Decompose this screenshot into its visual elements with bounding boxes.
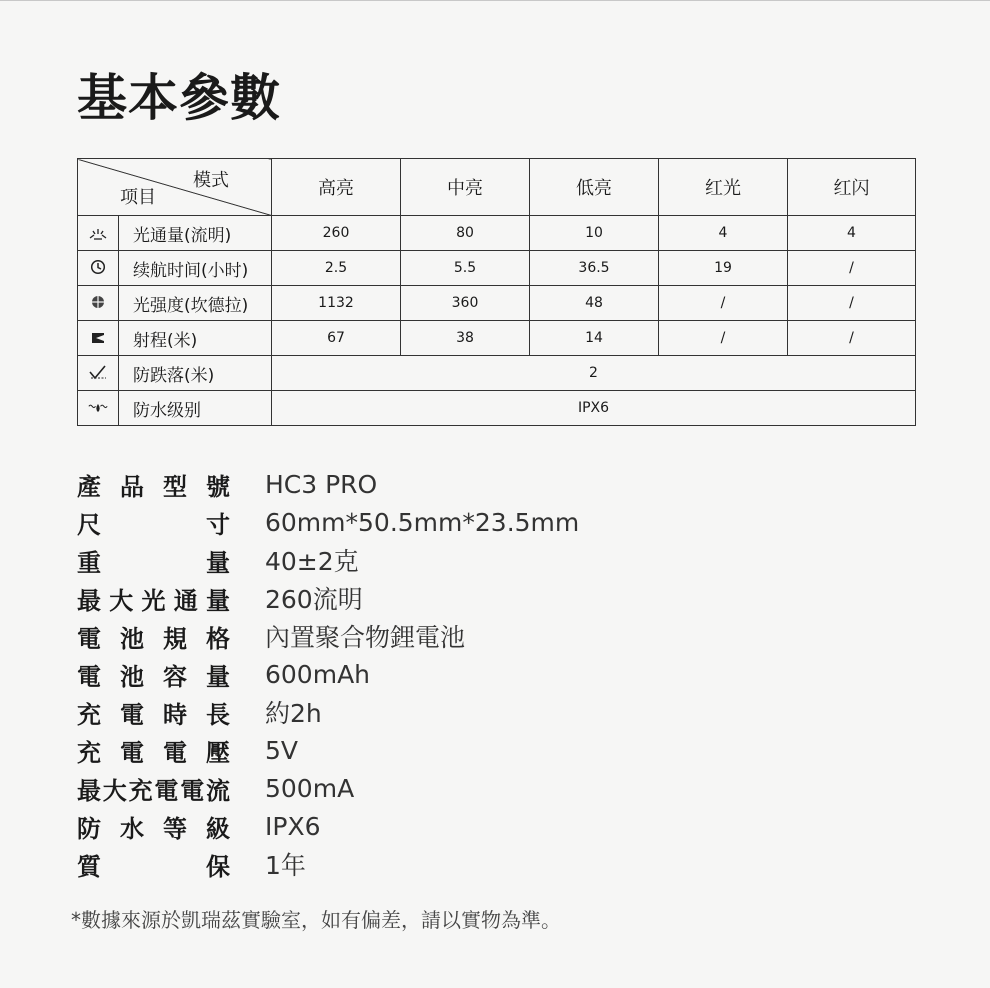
spec-label: 質 保 bbox=[77, 852, 230, 881]
mode-header: 中亮 bbox=[401, 159, 530, 216]
clock-icon bbox=[88, 257, 108, 277]
table-merged-cell: 2 bbox=[272, 356, 916, 391]
corner-item-label: 项目 bbox=[120, 187, 156, 208]
table-cell: 5.5 bbox=[401, 251, 530, 286]
spec-label: 充 電 電 壓 bbox=[77, 738, 230, 767]
spec-value: 40±2克 bbox=[265, 547, 359, 576]
spec-label: 尺 寸 bbox=[77, 510, 230, 539]
spec-row bbox=[77, 503, 579, 541]
table-cell: / bbox=[659, 321, 788, 356]
burst-icon bbox=[88, 223, 108, 243]
spec-value: 600mAh bbox=[265, 659, 371, 689]
table-cell: 36.5 bbox=[530, 251, 659, 286]
table-cell: 4 bbox=[788, 216, 916, 251]
spec-label: 電 池 規 格 bbox=[77, 624, 230, 653]
table-merged-cell: IPX6 bbox=[272, 391, 916, 426]
table-header-row bbox=[78, 159, 916, 216]
spec-row bbox=[77, 541, 579, 579]
table-cell: 360 bbox=[401, 286, 530, 321]
spec-label: 產 品 型 號 bbox=[77, 472, 230, 501]
mode-header: 低亮 bbox=[530, 159, 659, 216]
table-cell: 260 bbox=[272, 216, 401, 251]
spec-value: HC3 PRO bbox=[265, 469, 378, 499]
spec-label: 充 電 時 長 bbox=[77, 700, 230, 729]
table-row bbox=[78, 286, 916, 321]
spec-row bbox=[77, 579, 579, 617]
spec-label: 防 水 等 級 bbox=[77, 814, 230, 843]
table-cell: 1132 bbox=[272, 286, 401, 321]
row-label: 光强度(坎德拉) bbox=[119, 286, 272, 321]
row-icon-cell bbox=[78, 391, 119, 426]
spec-value: 260流明 bbox=[265, 585, 363, 614]
target-icon bbox=[88, 292, 108, 312]
row-label: 光通量(流明) bbox=[119, 216, 272, 251]
mode-header: 红闪 bbox=[788, 159, 916, 216]
mode-header: 高亮 bbox=[272, 159, 401, 216]
spec-value: 5V bbox=[265, 735, 299, 765]
spec-value: IPX6 bbox=[265, 811, 321, 841]
row-icon-cell bbox=[78, 356, 119, 391]
spec-label: 最 大 光 通 量 bbox=[77, 586, 230, 615]
spec-value: 60mm*50.5mm*23.5mm bbox=[265, 507, 580, 537]
spec-value: 500mA bbox=[265, 773, 355, 803]
drop-check-icon bbox=[88, 362, 108, 382]
table-row bbox=[78, 321, 916, 356]
footnote: *數據來源於凱瑞茲實驗室，如有偏差，請以實物為準。 bbox=[71, 908, 561, 932]
table-corner-cell bbox=[78, 159, 272, 216]
table-cell: 80 bbox=[401, 216, 530, 251]
row-icon-cell bbox=[78, 286, 119, 321]
spec-row bbox=[77, 655, 579, 693]
table-cell: / bbox=[788, 286, 916, 321]
table-cell: 38 bbox=[401, 321, 530, 356]
spec-row bbox=[77, 807, 579, 845]
parameter-table bbox=[77, 158, 916, 426]
row-label: 防跌落(米) bbox=[119, 356, 272, 391]
top-divider bbox=[0, 0, 990, 1]
spec-row bbox=[77, 693, 579, 731]
water-icon bbox=[88, 398, 108, 418]
table-row bbox=[78, 251, 916, 286]
table-cell: 67 bbox=[272, 321, 401, 356]
table-cell: 14 bbox=[530, 321, 659, 356]
spec-row bbox=[77, 465, 579, 503]
table-row bbox=[78, 391, 916, 426]
table-row bbox=[78, 356, 916, 391]
row-label: 射程(米) bbox=[119, 321, 272, 356]
row-label: 续航时间(小时) bbox=[119, 251, 272, 286]
row-icon-cell bbox=[78, 216, 119, 251]
spec-row bbox=[77, 731, 579, 769]
spec-row bbox=[77, 769, 579, 807]
table-row bbox=[78, 216, 916, 251]
table-cell: 48 bbox=[530, 286, 659, 321]
spec-label: 最 大 充 電 電 流 bbox=[77, 776, 230, 805]
table-cell: 10 bbox=[530, 216, 659, 251]
spec-row bbox=[77, 845, 579, 883]
row-icon-cell bbox=[78, 321, 119, 356]
corner-mode-label: 模式 bbox=[193, 170, 229, 191]
table-cell: 19 bbox=[659, 251, 788, 286]
table-cell: / bbox=[788, 251, 916, 286]
table-cell: 2.5 bbox=[272, 251, 401, 286]
spec-value: 內置聚合物鋰電池 bbox=[265, 623, 466, 652]
table-cell: 4 bbox=[659, 216, 788, 251]
mode-header: 红光 bbox=[659, 159, 788, 216]
spec-label: 重 量 bbox=[77, 548, 230, 577]
spec-row bbox=[77, 617, 579, 655]
spec-value: 1年 bbox=[265, 851, 306, 880]
row-icon-cell bbox=[78, 251, 119, 286]
page-title: 基本參數 bbox=[77, 69, 281, 127]
beam-icon bbox=[88, 328, 108, 348]
table-cell: / bbox=[659, 286, 788, 321]
spec-list bbox=[77, 465, 579, 883]
row-label: 防水级别 bbox=[119, 391, 272, 426]
spec-label: 電 池 容 量 bbox=[77, 662, 230, 691]
table-cell: / bbox=[788, 321, 916, 356]
spec-value: 約2h bbox=[265, 699, 322, 728]
